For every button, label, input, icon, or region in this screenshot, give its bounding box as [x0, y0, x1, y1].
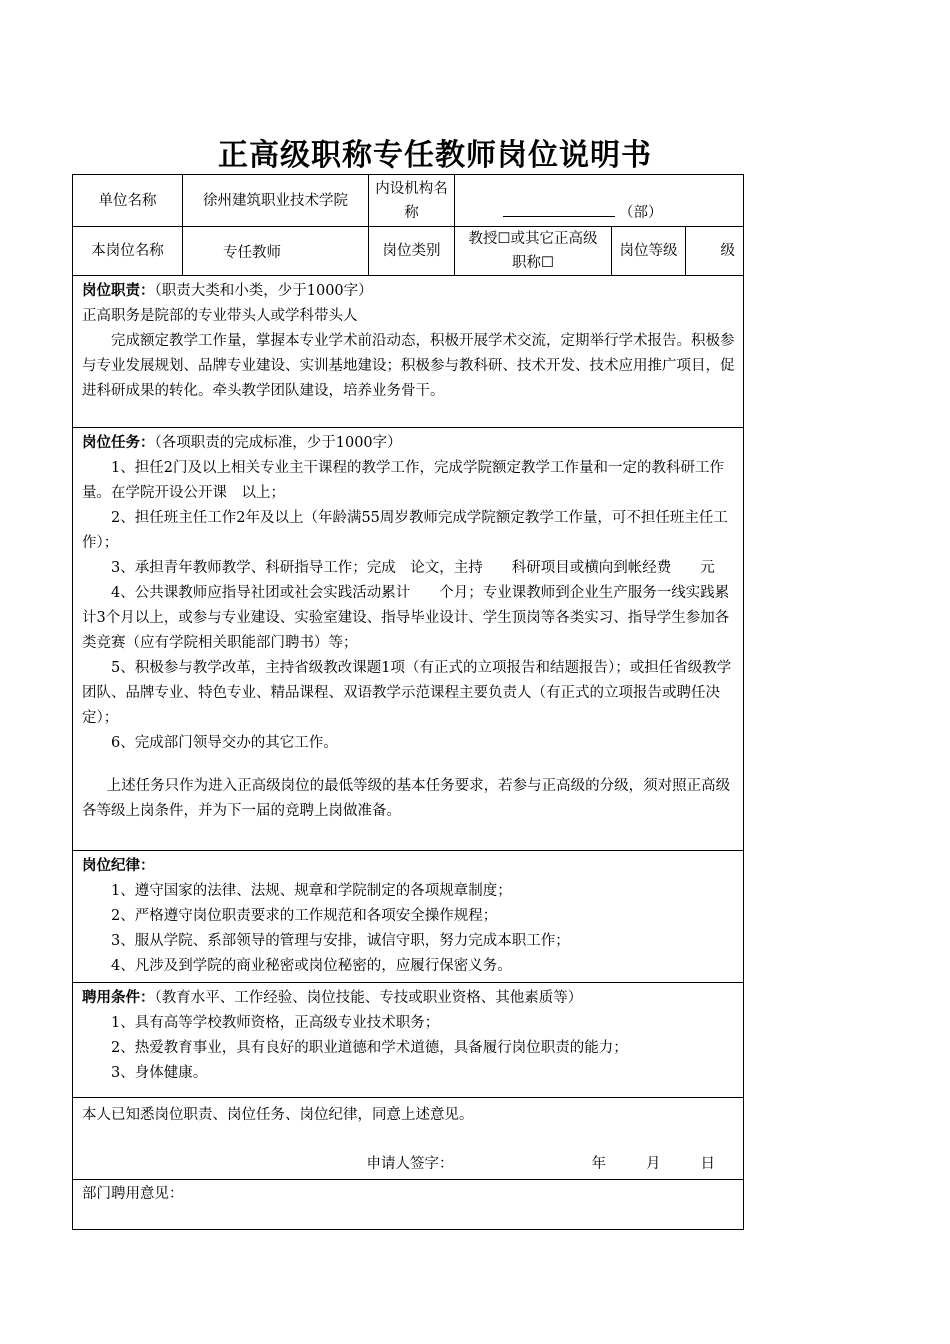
signature-day: 日	[700, 1156, 715, 1172]
page-title: 正高级职称专任教师岗位说明书	[218, 138, 652, 173]
conditions-heading: 聘用条件：	[82, 990, 155, 1006]
department-opinion-label: 部门聘用意见：	[82, 1186, 184, 1202]
signature-year: 年	[591, 1156, 606, 1172]
tasks-footer: 上述任务只作为进入正高级岗位的最低等级的基本任务要求，若参与正高级的分级，须对照正高级各等级上岗条件，并为下一届的竞聘上岗做准备。	[82, 778, 731, 819]
task-item: 3、承担青年教师教学、科研指导工作；完成 论文，主持 科研项目或横向到帐经费 元	[111, 560, 715, 576]
row-unit	[73, 175, 744, 227]
discipline-item: 3、服从学院、系部领导的管理与安排，诚信守职，努力完成本职工作；	[111, 933, 570, 949]
tasks-note: （各项职责的完成标准，少于1000字）	[154, 435, 402, 451]
section-duties	[73, 276, 744, 428]
category-label: 岗位类别	[369, 227, 455, 276]
task-item: 5、积极参与教学改革，主持省级教改课题1项（有正式的立项报告和结题报告）；或担任省级教学团队、品牌专业、特色专业、精品课程、双语教学示范课程主要负责人（有正式的立项报告或聘任决定）；	[82, 660, 732, 726]
discipline-heading: 岗位纪律：	[82, 858, 155, 874]
post-label: 本岗位名称	[73, 227, 183, 276]
task-item: 1、担任2门及以上相关专业主干课程的教学工作，完成学院额定教学工作量和一定的教科研工作量。在学院开设公开课 以上；	[82, 460, 724, 501]
section-department	[73, 1180, 744, 1230]
duties-heading: 岗位职责：	[82, 283, 155, 299]
duties-line-1: 正高职务是院部的专业带头人或学科带头人	[82, 308, 358, 324]
discipline-item: 4、凡涉及到学院的商业秘密或岗位秘密的，应履行保密义务。	[111, 958, 512, 974]
acknowledge-text: 本人已知悉岗位职责、岗位任务、岗位纪律，同意上述意见。	[82, 1107, 474, 1123]
dept-blank-line	[503, 202, 615, 217]
category-value[interactable]: 教授☐或其它正高级职称☐	[455, 227, 612, 276]
dept-suffix: （部）	[619, 205, 663, 221]
task-item: 4、公共课教师应指导社团或社会实践活动累计 个月；专业课教师到企业生产服务一线实践累计3个月以上，或参与专业建设、实验室建设、指导毕业设计、学生顶岗等各类实习、指导学生参加各类竞赛（应有学院相关职能部门聘书）等；	[82, 585, 730, 651]
post-value: 专任教师	[183, 227, 369, 276]
section-conditions	[73, 983, 744, 1098]
signature-row[interactable]	[82, 1152, 737, 1177]
job-description-table	[72, 174, 744, 1230]
dept-value-cell[interactable]	[455, 175, 744, 227]
condition-item: 2、热爱教育事业，具有良好的职业道德和学术道德，具备履行岗位职责的能力；	[111, 1040, 628, 1056]
row-post	[73, 227, 744, 276]
dept-label: 内设机构名称	[369, 175, 455, 227]
unit-label: 单位名称	[73, 175, 183, 227]
duties-line-2: 完成额定教学工作量，掌握本专业学术前沿动态，积极开展学术交流，定期举行学术报告。积极参与专业发展规划、品牌专业建设、实训基地建设；积极参与教科研、技术开发、技术应用推广项目，促进科研成果的转化。牵头教学团队建设，培养业务骨干。	[82, 333, 735, 399]
signature-label: 申请人签字：	[366, 1156, 454, 1172]
duties-note: （职责大类和小类，少于1000字）	[154, 283, 373, 299]
section-discipline	[73, 851, 744, 983]
signature-month: 月	[646, 1156, 661, 1172]
unit-value: 徐州建筑职业技术学院	[183, 175, 369, 227]
task-item: 6、完成部门领导交办的其它工作。	[111, 735, 338, 751]
conditions-note: （教育水平、工作经验、岗位技能、专技或职业资格、其他素质等）	[154, 990, 583, 1006]
level-label: 岗位等级	[612, 227, 686, 276]
tasks-heading: 岗位任务：	[82, 435, 155, 451]
condition-item: 1、具有高等学校教师资格，正高级专业技术职务；	[111, 1015, 440, 1031]
task-item: 2、担任班主任工作2年及以上（年龄满55周岁教师完成学院额定教学工作量，可不担任班主任工作）；	[82, 510, 728, 551]
section-tasks	[73, 428, 744, 851]
condition-item: 3、身体健康。	[111, 1065, 208, 1081]
discipline-item: 2、严格遵守岗位职责要求的工作规范和各项安全操作规程；	[111, 908, 498, 924]
discipline-item: 1、遵守国家的法律、法规、规章和学院制定的各项规章制度；	[111, 883, 512, 899]
section-acknowledge	[73, 1098, 744, 1180]
level-value: 级	[686, 227, 744, 276]
